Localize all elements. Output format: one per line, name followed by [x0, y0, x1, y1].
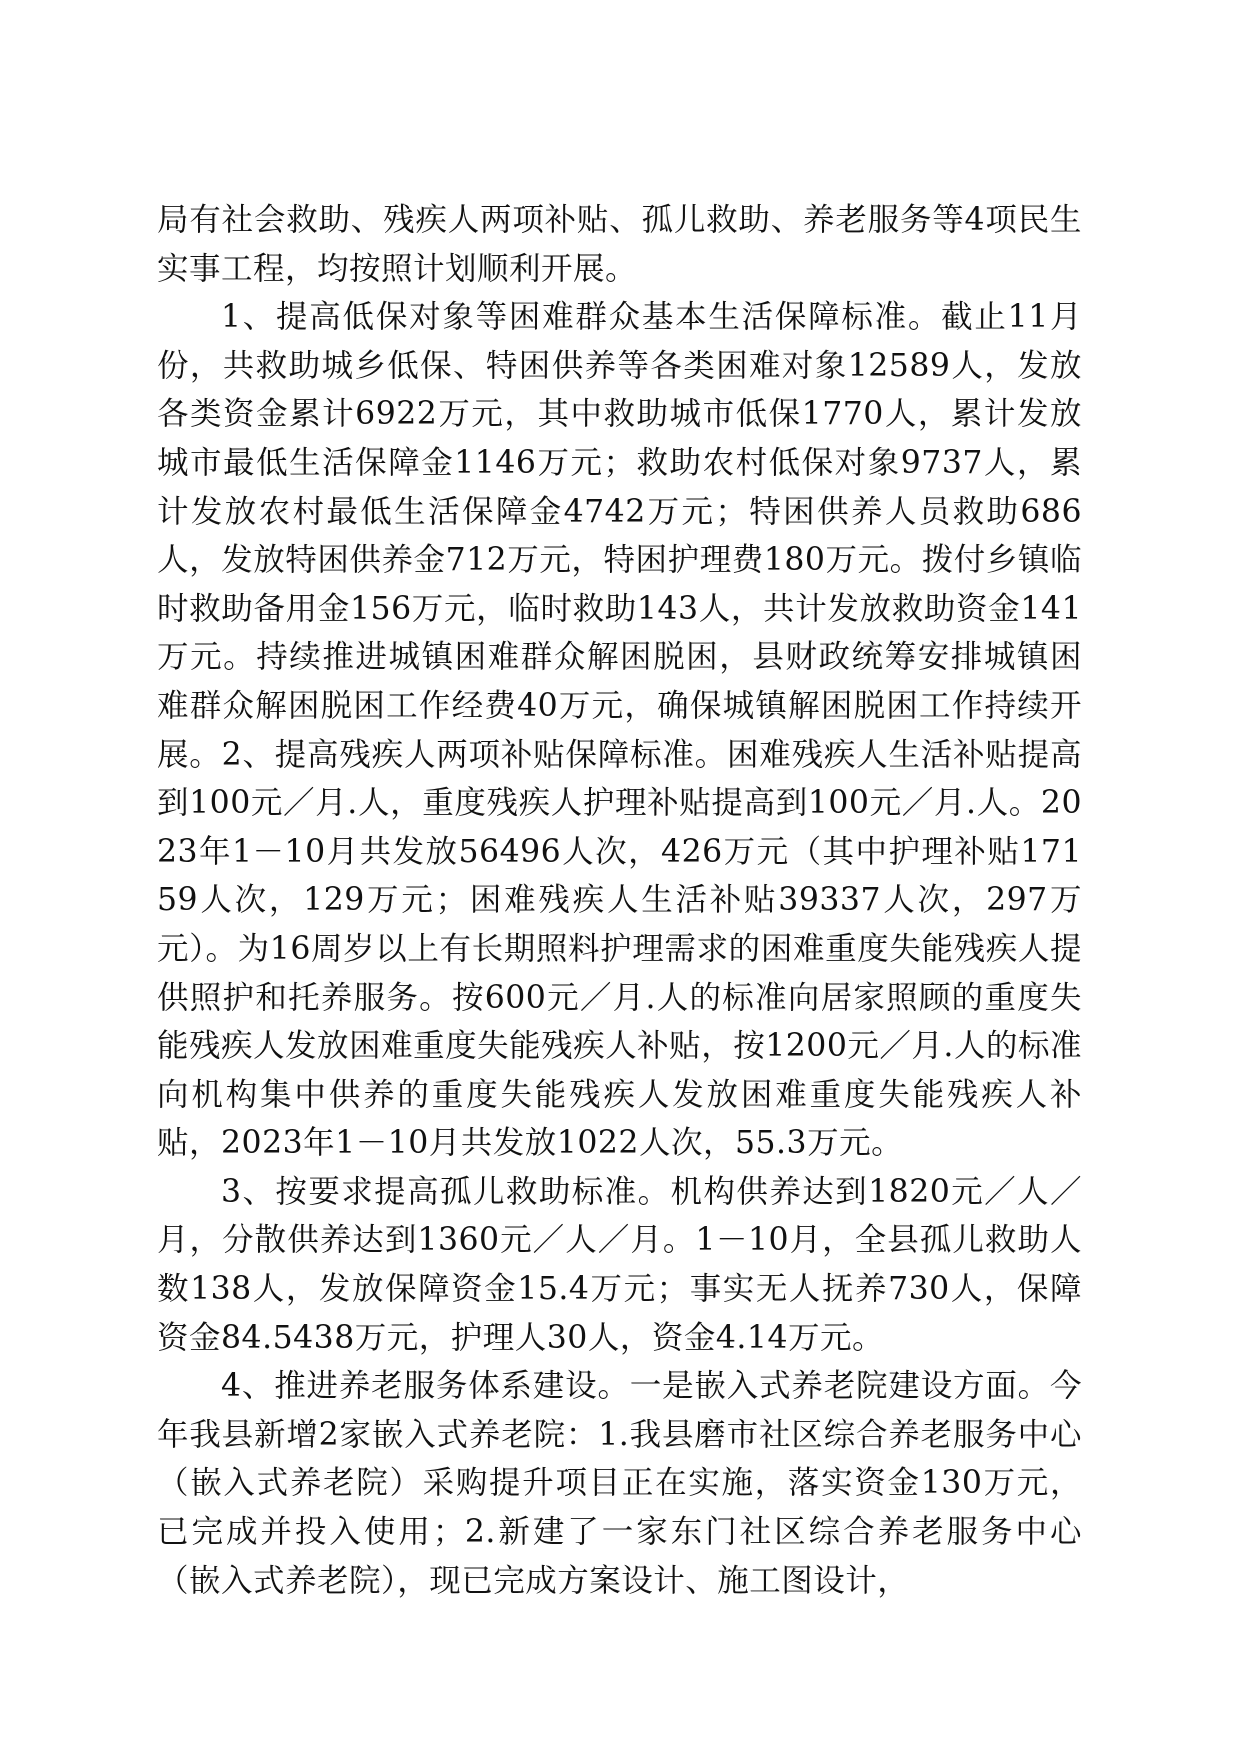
paragraph-item-4: 4、推进养老服务体系建设。一是嵌入式养老院建设方面。今年我县新增2家嵌入式养老院：1.我县磨市社区综合养老服务中心（嵌入式养老院）采购提升项目正在实施，落实资金130万元，已完成并投入使用；2.新建了一家东门社区综合养老服务中心（嵌入式养老院），现已完成方案设计、施工图设计， [157, 1368, 1082, 1599]
paragraph-intro-continuation: 局有社会救助、残疾人两项补贴、孤儿救助、养老服务等4项民生实事工程，均按照计划顺利开展。 [157, 202, 1082, 287]
paragraph-item-1-2: 1、提高低保对象等困难群众基本生活保障标准。截止11月份，共救助城乡低保、特困供养等各类困难对象12589人，发放各类资金累计6922万元，其中救助城市低保1770人，累计发放城市最低生活保障金1146万元；救助农村低保对象9737人，累计发放农村最低生活保障金4742万元；特困供养人员救助686人，发放特困供养金712万元，特困护理费180万元。拨付乡镇临时救助备用金156万元，临时救助143人，共计发放救助资金141万元。持续推进城镇困难群众解困脱困，县财政统筹安排城镇困难群众解困脱困工作经费40万元，确保城镇解困脱困工作持续开展。2、提高残疾人两项补贴保障标准。困难残疾人生活补贴提高到100元／月.人，重度残疾人护理补贴提高到100元／月.人。2023年1－10月共发放56496人次，426万元（其中护理补贴17159人次，129万元；困难残疾人生活补贴39337人次，297万元）。为16周岁以上有长期照料护理需求的困难重度失能残疾人提供照护和托养服务。按600元／月.人的标准向居家照顾的重度失能残疾人发放困难重度失能残疾人补贴，按1200元／月.人的标准向机构集中供养的重度失能残疾人发放困难重度失能残疾人补贴，2023年1－10月共发放1022人次，55.3万元。 [157, 299, 1082, 1162]
paragraph-item-3: 3、按要求提高孤儿救助标准。机构供养达到1820元／人／月，分散供养达到1360元／人／月。1－10月，全县孤儿救助人数138人，发放保障资金15.4万元；事实无人抚养730人，保障资金84.5438万元，护理人30人，资金4.14万元。 [157, 1173, 1082, 1356]
document-body [157, 196, 1082, 1605]
